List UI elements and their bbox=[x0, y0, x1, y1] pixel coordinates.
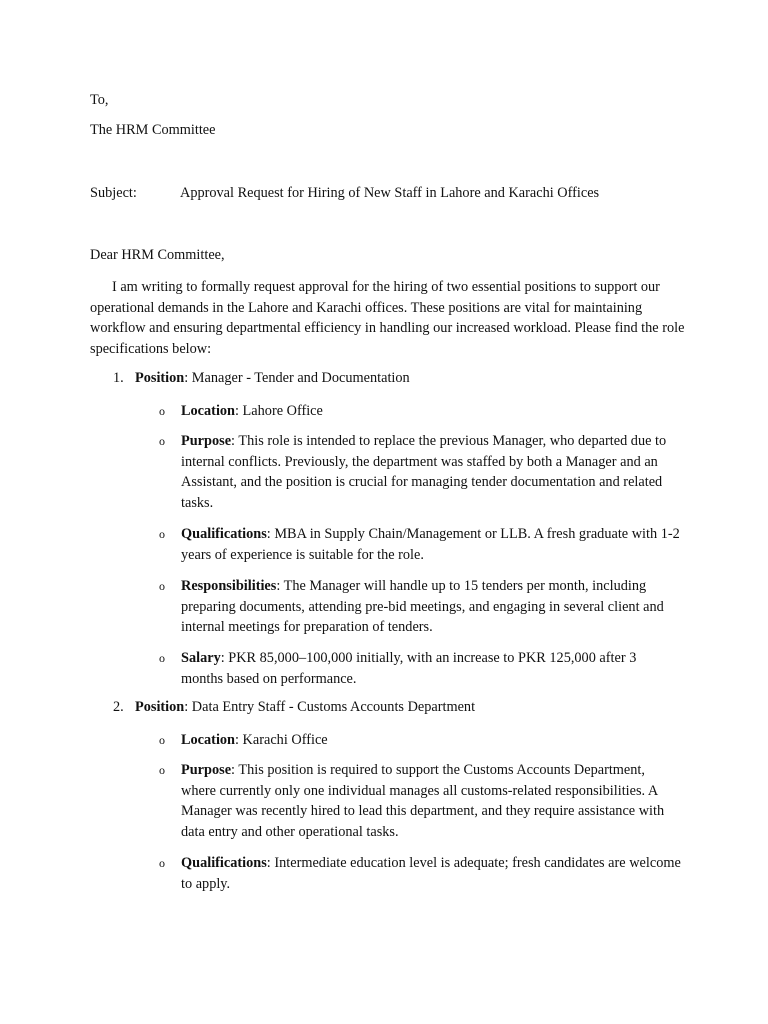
bullet-icon: o bbox=[159, 579, 165, 593]
detail-text: : PKR 85,000–100,000 initially, with an increase to PKR 125,000 after 3 months based on performance. bbox=[181, 650, 637, 687]
subject-text: Approval Request for Hiring of New Staff in Lahore and Karachi Offices bbox=[180, 185, 600, 201]
detail-label: Location bbox=[181, 732, 236, 748]
detail-label: Purpose bbox=[181, 433, 232, 449]
detail-text: : The Manager will handle up to 15 tenders per month, including preparing documents, attending pre-bid meetings, and engaging in several client and internal meetings for preparation of tenders. bbox=[181, 578, 664, 636]
detail-text: : This position is required to support the Customs Accounts Department, where currently only one individual manages all customs-related responsibilities. A Manager was recently hired to lead this department, and they require assistance with data entry and other operational tasks. bbox=[181, 762, 665, 840]
detail-text: : This role is intended to replace the previous Manager, who departed due to internal conflicts. Previously, the department was staffed by both a Manager and an Assistant, and the position is crucial for managing tender documentation and related tasks. bbox=[181, 433, 667, 511]
position-title: : Data Entry Staff - Customs Accounts Department bbox=[184, 699, 476, 715]
greeting: Dear HRM Committee, bbox=[90, 247, 225, 263]
subject-line bbox=[90, 185, 599, 202]
position-2-heading bbox=[113, 699, 475, 716]
bullet-icon: o bbox=[159, 733, 165, 747]
bullet-icon: o bbox=[159, 856, 165, 870]
recipient-line: The HRM Committee bbox=[90, 122, 216, 138]
bullet-icon: o bbox=[159, 527, 165, 541]
to-line: To, bbox=[90, 92, 109, 108]
position-title: : Manager - Tender and Documentation bbox=[184, 370, 410, 386]
bullet-icon: o bbox=[159, 651, 165, 665]
position-number: 1. bbox=[113, 370, 124, 386]
subject-label: Subject: bbox=[90, 185, 137, 201]
detail-text: : Karachi Office bbox=[235, 732, 328, 748]
detail-text: : Lahore Office bbox=[235, 403, 323, 419]
position-number: 2. bbox=[113, 699, 124, 715]
detail-text: : MBA in Supply Chain/Management or LLB. A fresh graduate with 1-2 years of experience is suitable for the role. bbox=[181, 526, 680, 563]
detail-label: Qualifications bbox=[181, 526, 267, 542]
position-1-heading bbox=[113, 370, 410, 387]
bullet-icon: o bbox=[159, 763, 165, 777]
detail-label: Responsibilities bbox=[181, 578, 277, 594]
position-label: Position bbox=[135, 370, 185, 386]
detail-label: Salary bbox=[181, 650, 221, 666]
detail-text: : Intermediate education level is adequate; fresh candidates are welcome to apply. bbox=[181, 855, 681, 892]
position-label: Position bbox=[135, 699, 185, 715]
intro-paragraph: I am writing to formally request approval for the hiring of two essential positions to support our operational demands in the Lahore and Karachi offices. These positions are vital for maintaining workflow and ensuring departmental efficiency in handling our increased workload. Please find the role specifications below: bbox=[90, 279, 685, 357]
bullet-icon: o bbox=[159, 434, 165, 448]
detail-label: Location bbox=[181, 403, 236, 419]
bullet-icon: o bbox=[159, 404, 165, 418]
detail-label: Qualifications bbox=[181, 855, 267, 871]
detail-label: Purpose bbox=[181, 762, 232, 778]
